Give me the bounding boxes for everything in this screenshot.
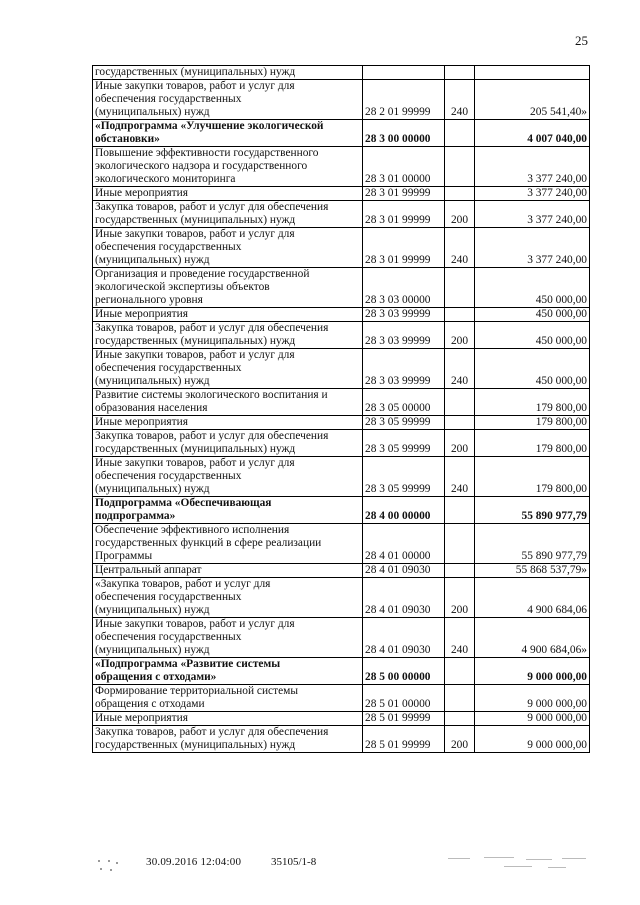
row-code: 28 2 01 99999: [363, 80, 445, 120]
row-name: Обеспечение эффективного исполнения государственных функций в сфере реализации Программы: [93, 524, 363, 564]
row-code: 28 4 01 09030: [363, 564, 445, 578]
row-sum: 55 868 537,79»: [475, 564, 590, 578]
row-name: Иные закупки товаров, работ и услуг для обеспечения государственных (муниципальных) нужд: [93, 349, 363, 389]
row-name: государственных (муниципальных) нужд: [93, 66, 363, 80]
row-sum: 179 800,00: [475, 457, 590, 497]
row-type: 200: [445, 578, 475, 618]
row-sum: 9 000 000,00: [475, 726, 590, 753]
row-type: [445, 120, 475, 147]
row-type: [445, 685, 475, 712]
row-type: [445, 187, 475, 201]
row-code: 28 3 01 99999: [363, 228, 445, 268]
table-row: [93, 618, 590, 658]
table-row: [93, 228, 590, 268]
budget-table: [92, 65, 590, 753]
table-row: [93, 80, 590, 120]
row-type: [445, 66, 475, 80]
row-code: 28 4 01 00000: [363, 524, 445, 564]
row-type: [445, 497, 475, 524]
row-code: 28 3 00 00000: [363, 120, 445, 147]
row-code: 28 4 01 09030: [363, 578, 445, 618]
row-code: 28 4 00 00000: [363, 497, 445, 524]
row-sum: 205 541,40»: [475, 80, 590, 120]
row-code: 28 5 01 99999: [363, 726, 445, 753]
row-name: Иные закупки товаров, работ и услуг для обеспечения государственных (муниципальных) нужд: [93, 618, 363, 658]
row-name: Развитие системы экологического воспитания и образования населения: [93, 389, 363, 416]
table-row: [93, 578, 590, 618]
row-code: 28 3 01 99999: [363, 187, 445, 201]
row-type: [445, 524, 475, 564]
row-name: Иные мероприятия: [93, 416, 363, 430]
row-type: [445, 416, 475, 430]
table-row: [93, 349, 590, 389]
row-code: 28 3 03 99999: [363, 308, 445, 322]
footer-timestamp: 30.09.2016 12:04:00: [146, 856, 242, 868]
row-code: 28 3 05 99999: [363, 416, 445, 430]
table-row: [93, 201, 590, 228]
table-row: [93, 389, 590, 416]
row-name: Иные мероприятия: [93, 308, 363, 322]
faint-signature-mark: [444, 852, 589, 872]
row-sum: 3 377 240,00: [475, 228, 590, 268]
row-sum: 3 377 240,00: [475, 187, 590, 201]
row-type: 200: [445, 726, 475, 753]
row-name: Иные мероприятия: [93, 187, 363, 201]
row-code: 28 3 03 99999: [363, 322, 445, 349]
scan-mark: [96, 858, 122, 872]
row-sum: 4 007 040,00: [475, 120, 590, 147]
row-sum: [475, 66, 590, 80]
table-row: [93, 147, 590, 187]
row-name: Организация и проведение государственной экологической экспертизы объектов регионального уровня: [93, 268, 363, 308]
row-sum: 4 900 684,06: [475, 578, 590, 618]
row-name: Иные закупки товаров, работ и услуг для обеспечения государственных (муниципальных) нужд: [93, 228, 363, 268]
row-sum: 3 377 240,00: [475, 147, 590, 187]
row-sum: 179 800,00: [475, 430, 590, 457]
row-type: [445, 268, 475, 308]
row-name: Закупка товаров, работ и услуг для обеспечения государственных (муниципальных) нужд: [93, 201, 363, 228]
row-sum: 450 000,00: [475, 268, 590, 308]
footer-doc-number: 35105/1-8: [271, 856, 317, 868]
row-name: «Закупка товаров, работ и услуг для обеспечения государственных (муниципальных) нужд: [93, 578, 363, 618]
table-row: [93, 120, 590, 147]
row-type: 240: [445, 618, 475, 658]
table-row: [93, 187, 590, 201]
page-number: 25: [575, 33, 588, 48]
table-row: [93, 268, 590, 308]
row-code: 28 3 05 99999: [363, 430, 445, 457]
table-row: [93, 457, 590, 497]
row-sum: 3 377 240,00: [475, 201, 590, 228]
row-type: 200: [445, 430, 475, 457]
row-type: 240: [445, 228, 475, 268]
row-sum: 9 000 000,00: [475, 712, 590, 726]
row-code: 28 3 05 00000: [363, 389, 445, 416]
row-type: [445, 308, 475, 322]
table-row: [93, 416, 590, 430]
row-sum: 4 900 684,06»: [475, 618, 590, 658]
row-code: 28 3 01 00000: [363, 147, 445, 187]
row-name: Закупка товаров, работ и услуг для обеспечения государственных (муниципальных) нужд: [93, 430, 363, 457]
row-sum: 450 000,00: [475, 349, 590, 389]
row-name: Повышение эффективности государственного экологического надзора и государственного экологического мониторинга: [93, 147, 363, 187]
table-row: [93, 308, 590, 322]
row-name: Иные закупки товаров, работ и услуг для обеспечения государственных (муниципальных) нужд: [93, 457, 363, 497]
row-sum: 450 000,00: [475, 308, 590, 322]
table-row: [93, 564, 590, 578]
row-type: [445, 389, 475, 416]
table-row: [93, 524, 590, 564]
table-row: [93, 658, 590, 685]
row-type: 200: [445, 322, 475, 349]
table-row: [93, 712, 590, 726]
row-name: Формирование территориальной системы обращения с отходами: [93, 685, 363, 712]
row-type: 240: [445, 80, 475, 120]
row-code: 28 3 03 99999: [363, 349, 445, 389]
row-type: [445, 564, 475, 578]
row-name: «Подпрограмма «Улучшение экологической обстановки»: [93, 120, 363, 147]
row-code: 28 3 05 99999: [363, 457, 445, 497]
row-code: [363, 66, 445, 80]
row-sum: 179 800,00: [475, 389, 590, 416]
row-name: Подпрограмма «Обеспечивающая подпрограмма»: [93, 497, 363, 524]
row-sum: 55 890 977,79: [475, 524, 590, 564]
row-type: 240: [445, 457, 475, 497]
row-type: [445, 658, 475, 685]
row-type: [445, 147, 475, 187]
row-sum: 9 000 000,00: [475, 658, 590, 685]
row-name: Центральный аппарат: [93, 564, 363, 578]
row-name: Иные мероприятия: [93, 712, 363, 726]
row-code: 28 3 03 00000: [363, 268, 445, 308]
row-sum: 55 890 977,79: [475, 497, 590, 524]
row-name: Закупка товаров, работ и услуг для обеспечения государственных (муниципальных) нужд: [93, 726, 363, 753]
table-row: [93, 685, 590, 712]
row-name: Закупка товаров, работ и услуг для обеспечения государственных (муниципальных) нужд: [93, 322, 363, 349]
row-code: 28 5 01 00000: [363, 685, 445, 712]
row-code: 28 5 00 00000: [363, 658, 445, 685]
table-row: [93, 726, 590, 753]
table-row: [93, 497, 590, 524]
row-code: 28 4 01 09030: [363, 618, 445, 658]
row-type: [445, 712, 475, 726]
row-code: 28 5 01 99999: [363, 712, 445, 726]
row-sum: 9 000 000,00: [475, 685, 590, 712]
row-name: Иные закупки товаров, работ и услуг для обеспечения государственных (муниципальных) нужд: [93, 80, 363, 120]
row-type: 200: [445, 201, 475, 228]
row-code: 28 3 01 99999: [363, 201, 445, 228]
row-sum: 179 800,00: [475, 416, 590, 430]
table-row: [93, 430, 590, 457]
table-row: [93, 322, 590, 349]
row-name: «Подпрограмма «Развитие системы обращения с отходами»: [93, 658, 363, 685]
row-type: 240: [445, 349, 475, 389]
table-row: [93, 66, 590, 80]
row-sum: 450 000,00: [475, 322, 590, 349]
